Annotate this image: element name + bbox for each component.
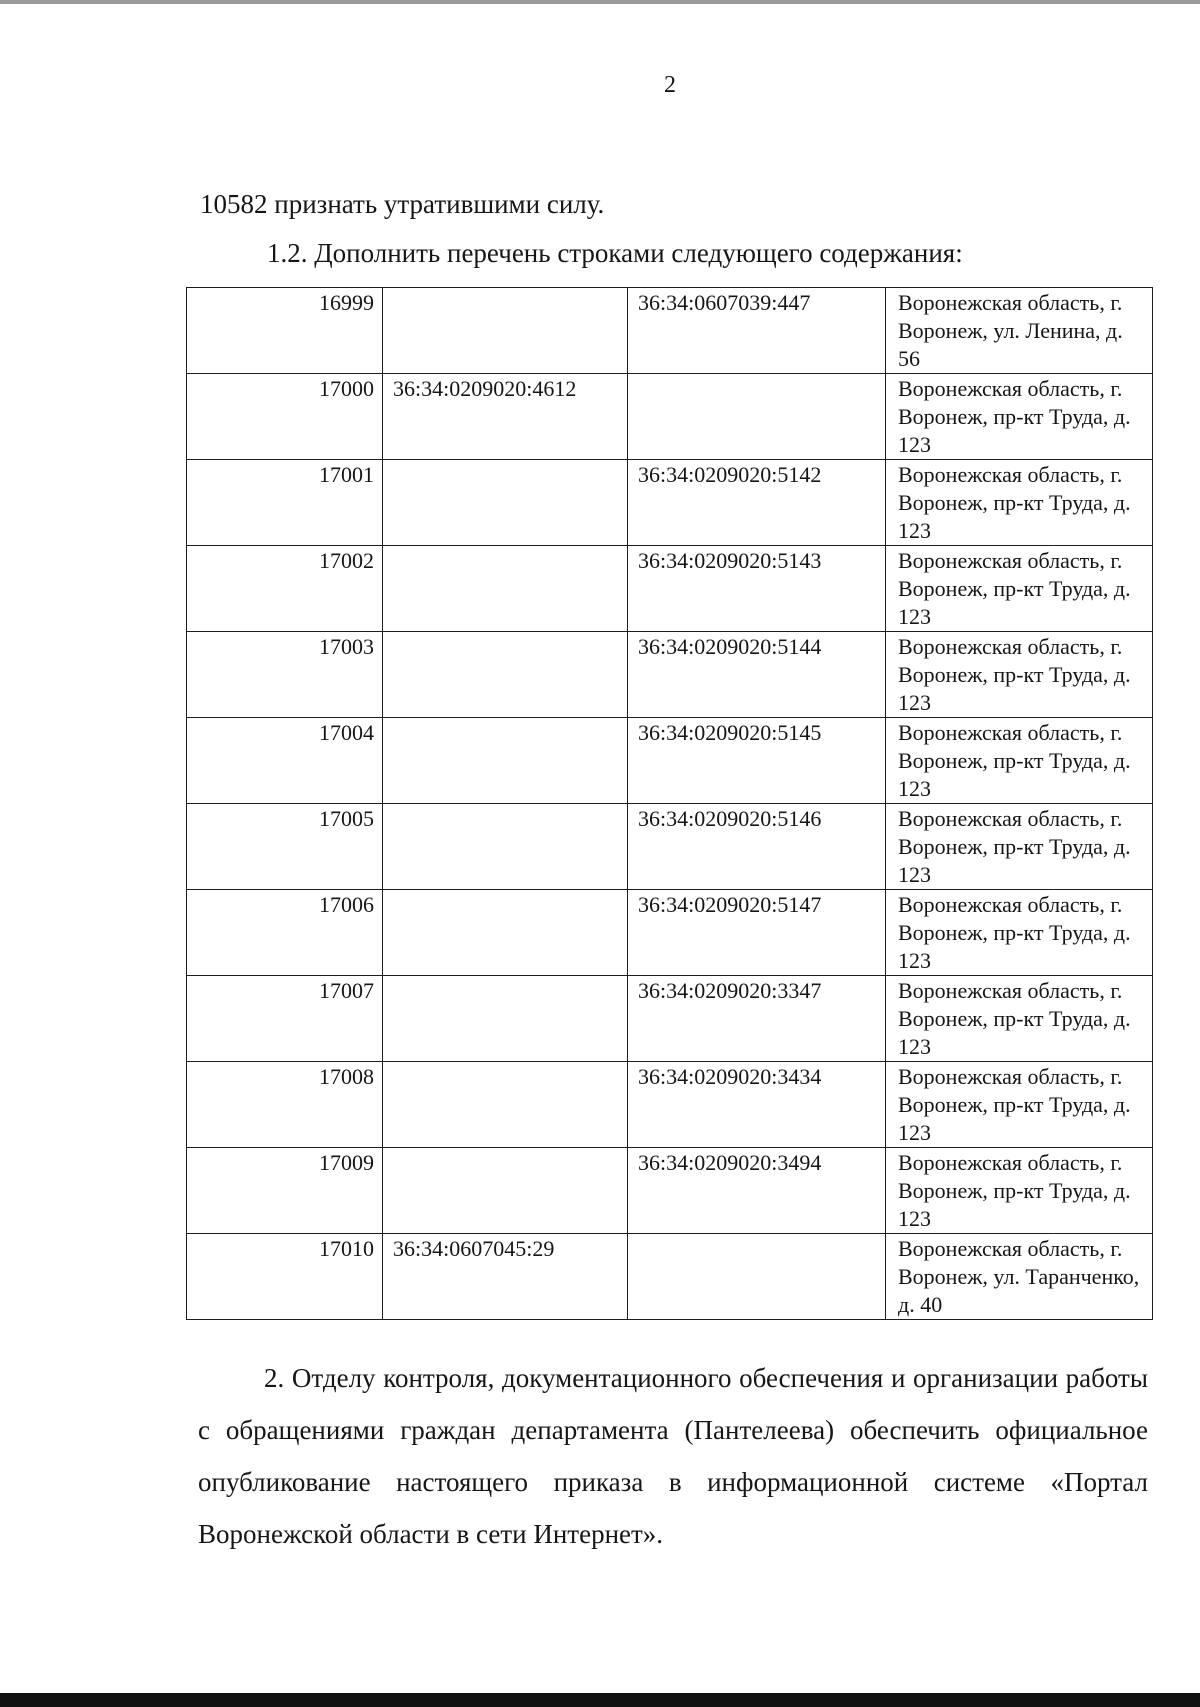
table-row xyxy=(187,890,1153,976)
address-cell: Воронежская область, г. Воронеж, ул. Таранченко, д. 40 xyxy=(886,1234,1153,1320)
object-cadastral-number-cell: 36:34:0209020:3347 xyxy=(628,976,886,1062)
cadastral-number-cell xyxy=(383,632,628,718)
row-number-cell: 17000 xyxy=(187,374,383,460)
objects-table-body xyxy=(187,288,1153,1320)
page-number: 2 xyxy=(664,72,676,98)
row-number-cell: 17010 xyxy=(187,1234,383,1320)
address-cell: Воронежская область, г. Воронеж, пр-кт Труда, д. 123 xyxy=(886,460,1153,546)
cadastral-number-cell xyxy=(383,546,628,632)
table-row xyxy=(187,804,1153,890)
table-row xyxy=(187,546,1153,632)
cadastral-number-cell xyxy=(383,1062,628,1148)
table-row xyxy=(187,1234,1153,1320)
cadastral-number-cell: 36:34:0209020:4612 xyxy=(383,374,628,460)
cadastral-number-cell xyxy=(383,976,628,1062)
row-number-cell: 17004 xyxy=(187,718,383,804)
scan-edge-top xyxy=(0,0,1200,4)
table-row xyxy=(187,1062,1153,1148)
table-row xyxy=(187,288,1153,374)
row-number-cell: 17001 xyxy=(187,460,383,546)
closing-paragraph: 2. Отделу контроля, документационного обеспечения и организации работы с обращениями граждан департамента (Пантелеева) обеспечить официальное опубликование настоящего приказа в информационной системе «Портал Воронежской области в сети Интернет». xyxy=(198,1363,1148,1549)
address-cell: Воронежская область, г. Воронеж, пр-кт Труда, д. 123 xyxy=(886,546,1153,632)
cadastral-number-cell xyxy=(383,288,628,374)
address-cell: Воронежская область, г. Воронеж, ул. Ленина, д. 56 xyxy=(886,288,1153,374)
row-number-cell: 17009 xyxy=(187,1148,383,1234)
object-cadastral-number-cell: 36:34:0209020:3434 xyxy=(628,1062,886,1148)
scan-edge-bottom xyxy=(0,1693,1200,1707)
address-cell: Воронежская область, г. Воронеж, пр-кт Труда, д. 123 xyxy=(886,890,1153,976)
object-cadastral-number-cell: 36:34:0209020:5146 xyxy=(628,804,886,890)
cadastral-number-cell xyxy=(383,718,628,804)
object-cadastral-number-cell: 36:34:0209020:5145 xyxy=(628,718,886,804)
address-cell: Воронежская область, г. Воронеж, пр-кт Труда, д. 123 xyxy=(886,804,1153,890)
table-row xyxy=(187,374,1153,460)
row-number-cell: 17003 xyxy=(187,632,383,718)
object-cadastral-number-cell: 36:34:0209020:5147 xyxy=(628,890,886,976)
cadastral-number-cell xyxy=(383,890,628,976)
address-cell: Воронежская область, г. Воронеж, пр-кт Труда, д. 123 xyxy=(886,718,1153,804)
address-cell: Воронежская область, г. Воронеж, пр-кт Труда, д. 123 xyxy=(886,976,1153,1062)
object-cadastral-number-cell: 36:34:0607039:447 xyxy=(628,288,886,374)
cadastral-number-cell: 36:34:0607045:29 xyxy=(383,1234,628,1320)
table-row xyxy=(187,976,1153,1062)
cadastral-number-cell xyxy=(383,1148,628,1234)
cadastral-number-cell xyxy=(383,804,628,890)
cadastral-number-cell xyxy=(383,460,628,546)
intro-line: 10582 признать утратившими силу. xyxy=(200,189,605,219)
row-number-cell: 16999 xyxy=(187,288,383,374)
object-cadastral-number-cell: 36:34:0209020:5142 xyxy=(628,460,886,546)
object-cadastral-number-cell: 36:34:0209020:5144 xyxy=(628,632,886,718)
address-cell: Воронежская область, г. Воронеж, пр-кт Труда, д. 123 xyxy=(886,374,1153,460)
table-row xyxy=(187,460,1153,546)
table-row xyxy=(187,1148,1153,1234)
object-cadastral-number-cell: 36:34:0209020:3494 xyxy=(628,1148,886,1234)
table-row xyxy=(187,718,1153,804)
address-cell: Воронежская область, г. Воронеж, пр-кт Труда, д. 123 xyxy=(886,1148,1153,1234)
row-number-cell: 17007 xyxy=(187,976,383,1062)
object-cadastral-number-cell xyxy=(628,1234,886,1320)
item-heading: 1.2. Дополнить перечень строками следующего содержания: xyxy=(267,238,963,268)
row-number-cell: 17006 xyxy=(187,890,383,976)
row-number-cell: 17008 xyxy=(187,1062,383,1148)
object-cadastral-number-cell: 36:34:0209020:5143 xyxy=(628,546,886,632)
object-cadastral-number-cell xyxy=(628,374,886,460)
row-number-cell: 17005 xyxy=(187,804,383,890)
table-row xyxy=(187,632,1153,718)
address-cell: Воронежская область, г. Воронеж, пр-кт Труда, д. 123 xyxy=(886,632,1153,718)
address-cell: Воронежская область, г. Воронеж, пр-кт Труда, д. 123 xyxy=(886,1062,1153,1148)
objects-table xyxy=(186,287,1153,1320)
row-number-cell: 17002 xyxy=(187,546,383,632)
